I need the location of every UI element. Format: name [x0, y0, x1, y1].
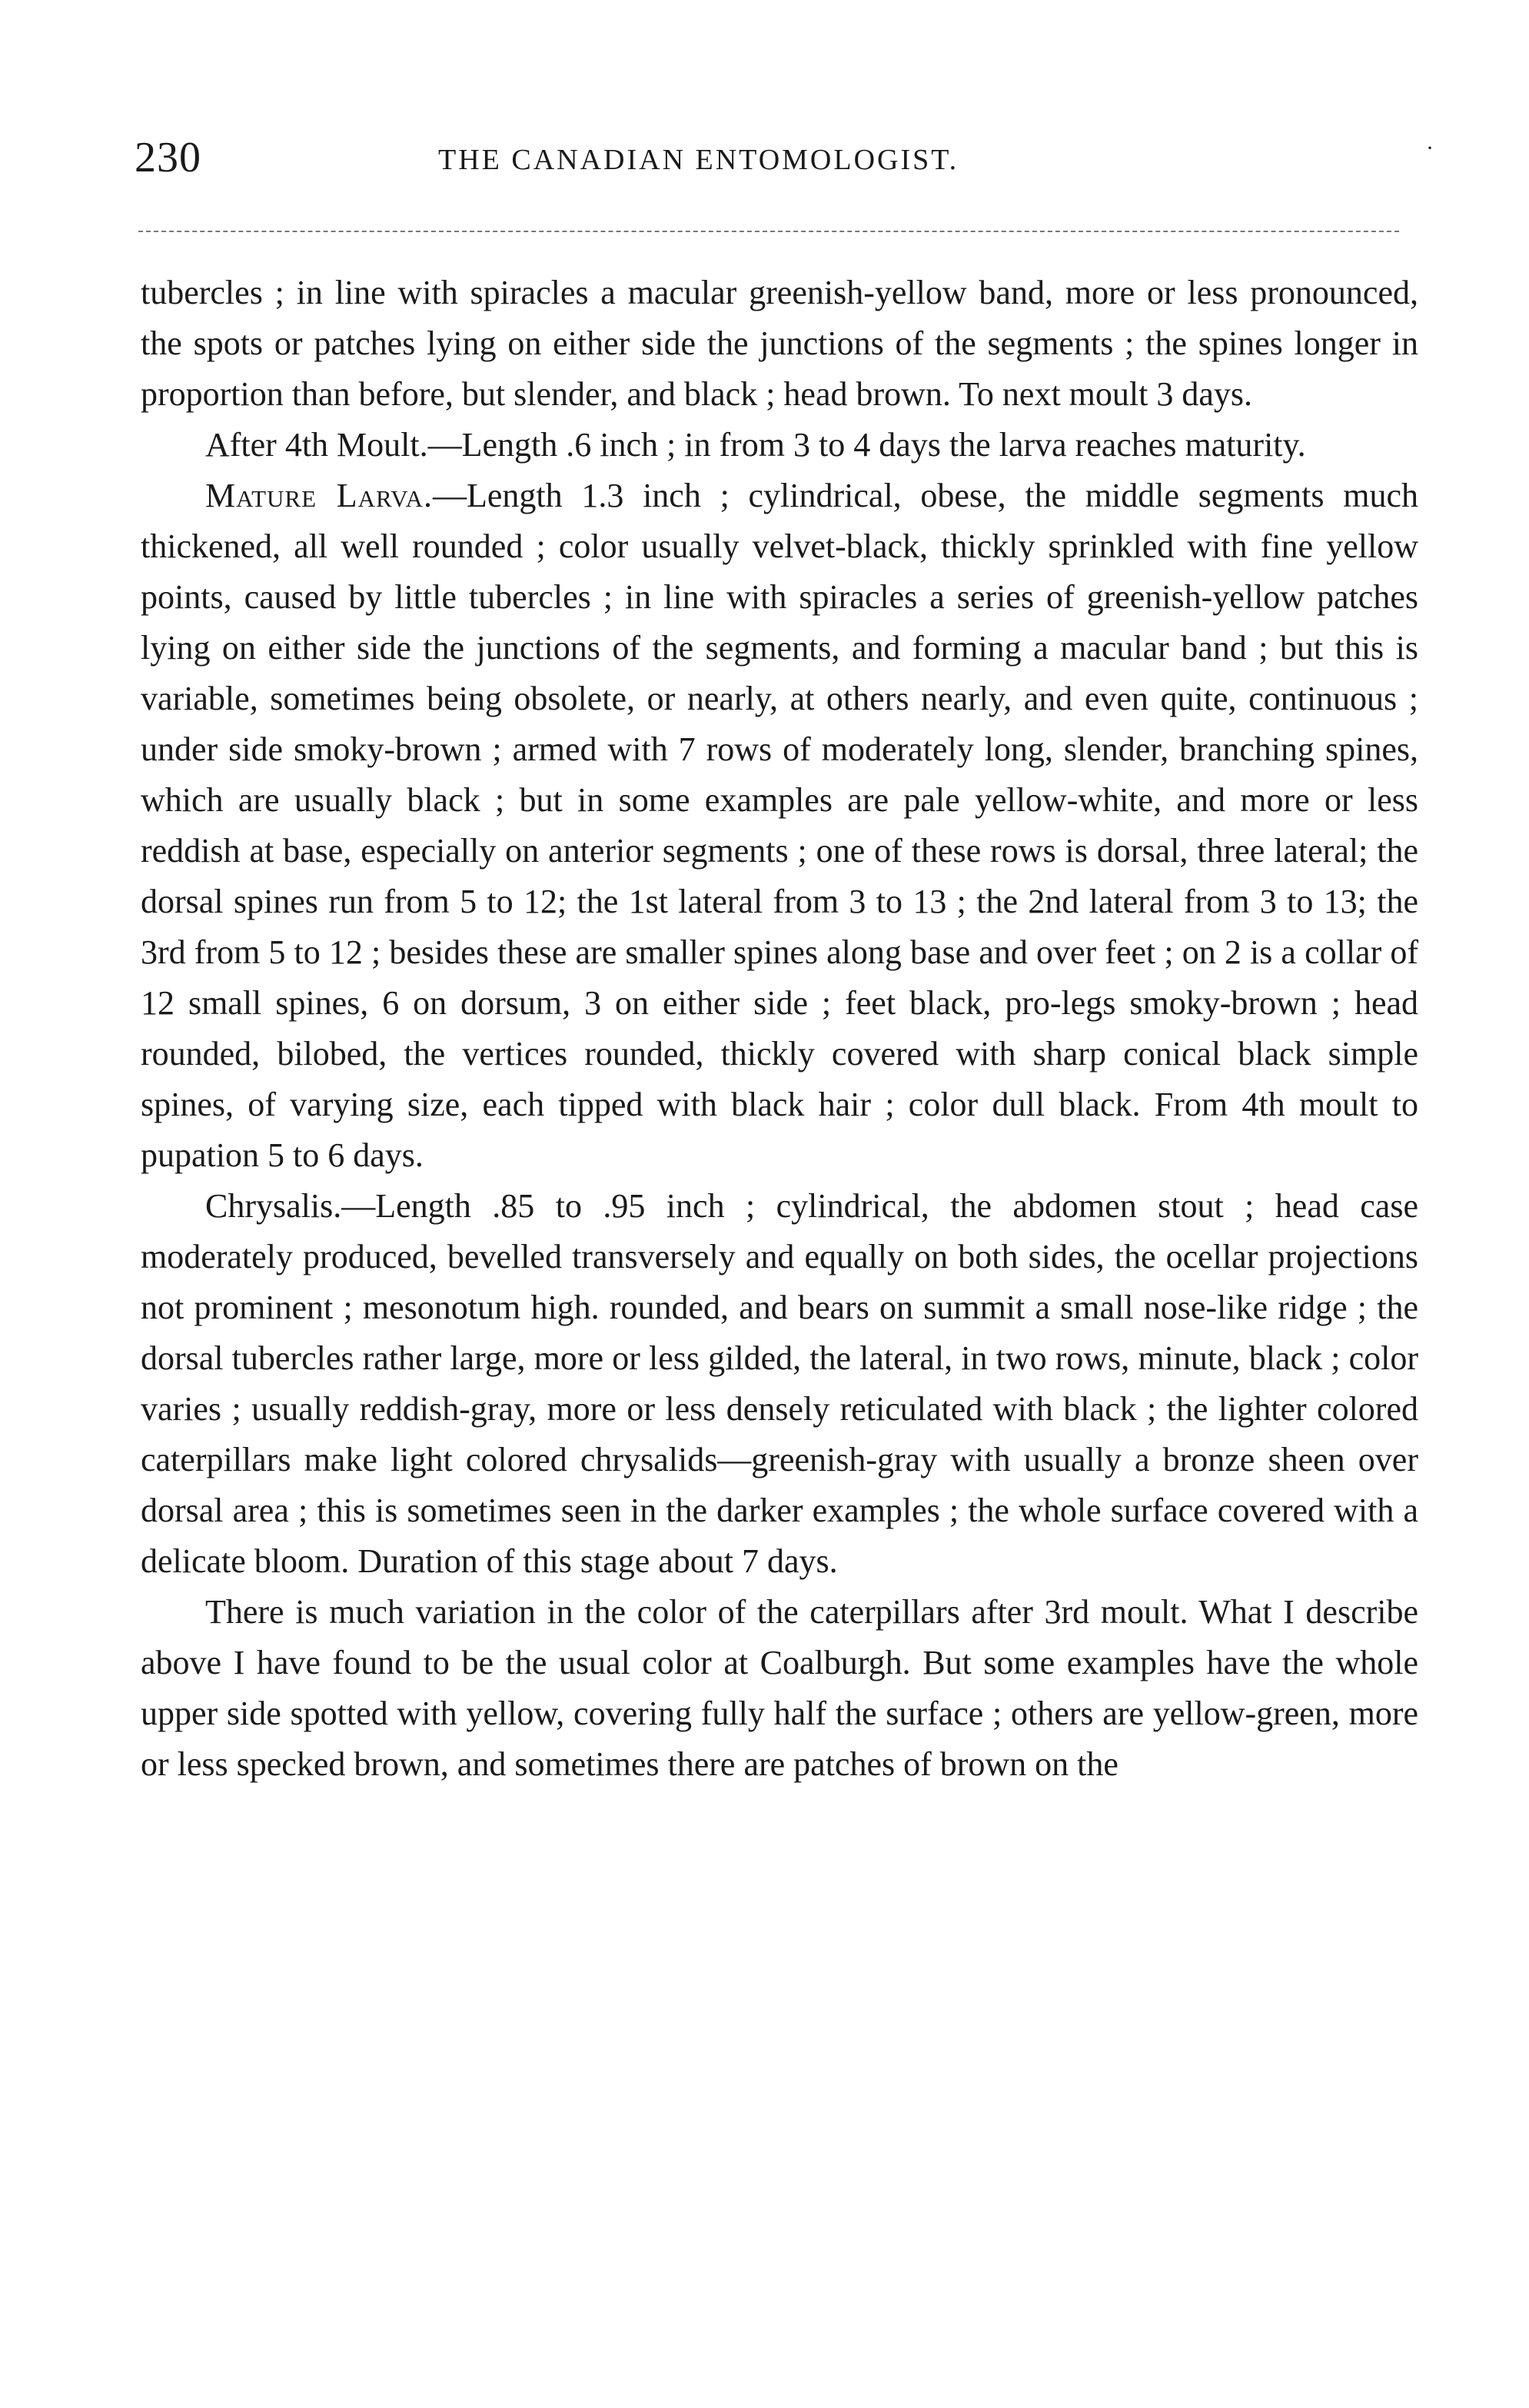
- body-text: [141, 268, 1418, 1790]
- page-header: [135, 131, 1434, 185]
- mature-larva-text: —Length 1.3 inch ; cylindrical, obese, the middle segments much thickened, all well rounded ; color usually velvet-black, thickly sprinkled with fine yellow points, caused by little tubercles ; in line with spiracles a series of greenish-yellow patches lying on either side the junctions of the segments, and forming a macular band ; but this is variable, sometimes being obsolete, or nearly, at others nearly, and even quite, continuous ; under side smoky-brown ; armed with 7 rows of moderately long, slender, branching spines, which are usually black ; but in some examples are pale yellow-white, and more or less reddish at base, especially on anterior segments ; one of these rows is dorsal, three lateral; the dorsal spines run from 5 to 12; the 1st lateral from 3 to 13 ; the 2nd lateral from 3 to 13; the 3rd from 5 to 12 ; besides these are smaller spines along base and over feet ; on 2 is a collar of 12 small spines, 6 on dorsum, 3 on either side ; feet black, pro-legs smoky-brown ; head rounded, bilobed, the vertices rounded, thickly covered with sharp conical black simple spines, of varying size, each tipped with black hair ; color dull black. From 4th moult to pupation 5 to 6 days.: [141, 477, 1418, 1174]
- header-rule: [138, 231, 1399, 232]
- paragraph-chrysalis: Chrysalis.—Length .85 to .95 inch ; cylindrical, the abdomen stout ; head case moderately produced, bevelled transversely and equally on both sides, the ocellar projections not prominent ; mesonotum high. rounded, and bears on summit a small nose-like ridge ; the dorsal tubercles rather large, more or less gilded, the lateral, in two rows, minute, black ; color varies ; usually reddish-gray, more or less densely reticulated with black ; the lighter colored caterpillars make light colored chrysalids—greenish-gray with usually a bronze sheen over dorsal area ; this is sometimes seen in the darker examples ; the whole surface covered with a delicate bloom. Duration of this stage about 7 days.: [141, 1187, 1418, 1580]
- section-lead-mature-larva: Mature Larva.: [205, 477, 433, 514]
- header-mark: ·: [1426, 135, 1434, 161]
- paragraph-variation: There is much variation in the color of the caterpillars after 3rd moult. What I describe above I have found to be the usual color at Coalburgh. But some examples have the whole upper side spotted with yellow, covering fully half the surface ; others are yellow-green, more or less specked brown, and sometimes there are patches of brown on the: [141, 1593, 1418, 1783]
- paragraph-after-4th-moult: After 4th Moult.—Length .6 inch ; in from 3 to 4 days the larva reaches maturity.: [205, 426, 1306, 464]
- paragraph-continuation: tubercles ; in line with spiracles a macular greenish-yellow band, more or less pronounced, the spots or patches lying on either side the junctions of the segments ; the spines longer in proportion than before, but slender, and black ; head brown. To next moult 3 days.: [141, 274, 1418, 413]
- paragraph-mature-larva: [141, 471, 1418, 1181]
- running-head-title: THE CANADIAN ENTOMOLOGIST.: [438, 144, 959, 176]
- page-number: 230: [135, 134, 201, 181]
